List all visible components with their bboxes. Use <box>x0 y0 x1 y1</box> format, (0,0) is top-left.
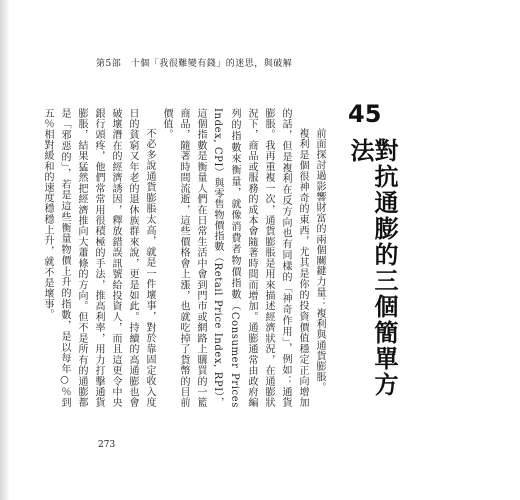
body-text <box>42 108 328 408</box>
chapter-title: 對抗通膨的三個簡單方法 <box>346 138 398 398</box>
paragraph: 前面探討過影響財富的兩個關鍵力量：複利與通貨膨脹。 <box>314 128 325 393</box>
paragraph: 不必多說通貨膨脹太高，就是一件壞事，對於靠固定收入度日的貧窮又年老的退休族群來說，更是如此。持續的高通膨也會破壞潛在的經濟誘因，釋放錯誤訊號給投資人，而且這更令中央銀行頭疼，他們常常用很積極的手法，推高利率，用力打擊通貨膨脹，結果猛然把經濟推向大蕭條的方向。但不是所有的通膨都是「邪惡的」，若是這些衡量物價上升的指數，是以每年○％到五％相對緩和的速度穩穩上升，就不是壞事。 <box>42 108 155 408</box>
page-gutter-shadow <box>0 0 10 500</box>
running-header: 第5部 十個「我很難變有錢」的迷思，與破解 <box>96 59 293 69</box>
paragraph: 複利是個很神奇的東西，尤其是你的投資價值穩定正向增加的話，但是複利在反方向也有同樣的「神奇作用」，例如：通貨膨脹。我再重複一次，通貨膨脹是用來描述經濟狀況，在通膨狀況下，商品或服務的成本會隨著時間而增加。通膨通常由政府編列的指數來衡量，就像消費者物價指數（Consumer Prices Index, CPI）與零售物價指數（Retail Price Index, RPI），這個指數是衡量人們在日常生活中會到門市或網路上購買的一籃商品，隨著時間流逝，這些價格會上漲，也就吃掉了貨幣的目前價值。 <box>161 108 308 408</box>
chapter-number: 45 <box>348 100 382 128</box>
page-number: 273 <box>98 440 116 450</box>
chapter-heading <box>332 100 402 410</box>
